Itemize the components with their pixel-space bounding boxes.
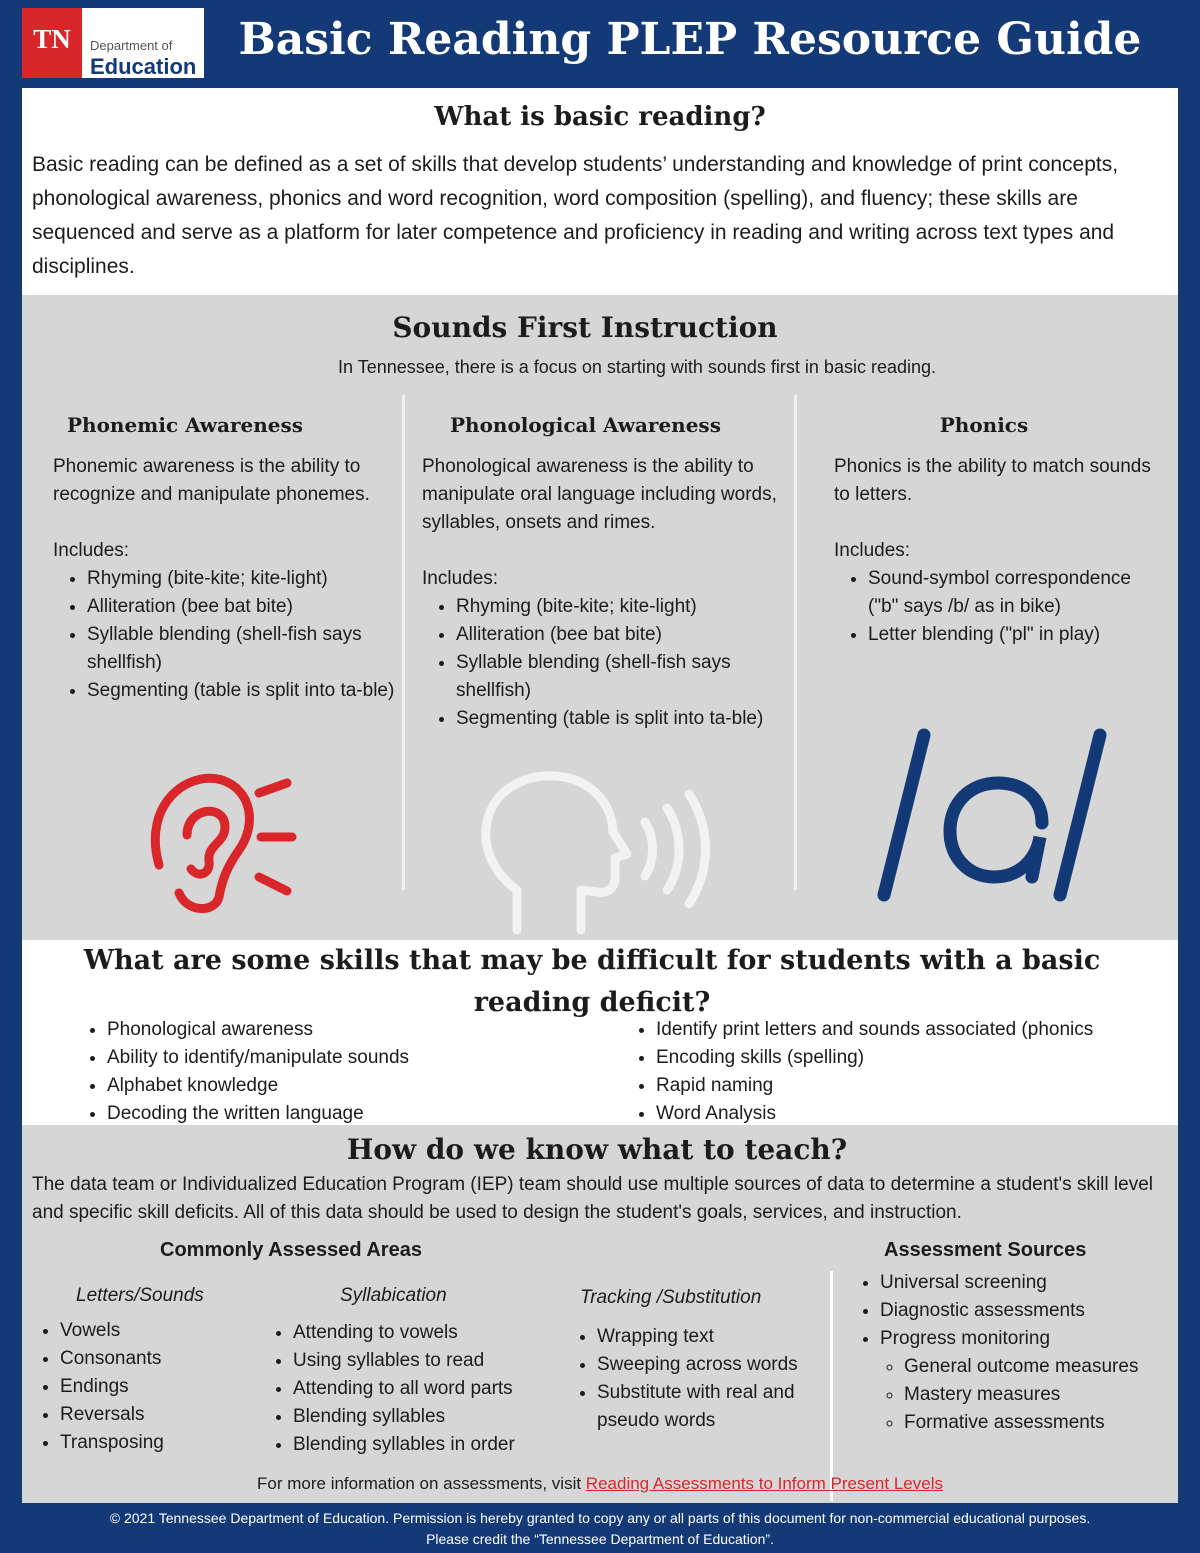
list-item: • Segmenting (table is split into ta-ble)	[87, 677, 403, 705]
list-item: • Decoding the written language	[107, 1100, 409, 1128]
what-to-teach-section	[22, 1125, 1178, 1503]
logo-dept-text: Department of	[90, 38, 173, 53]
list-item: • Substitute with real and pseudo words	[597, 1379, 827, 1435]
list-item: • Using syllables to read	[293, 1347, 515, 1375]
list-item: • Syllable blending (shell-fish says shellfish)	[456, 649, 792, 705]
includes-label: Includes:	[53, 540, 130, 561]
list-item: • Rhyming (bite-kite; kite-light)	[456, 593, 792, 621]
column-definition: Phonics is the ability to match sounds to letters.	[834, 456, 1151, 505]
list-item: • Encoding skills (spelling)	[656, 1044, 1093, 1072]
list-item: • Segmenting (table is split into ta-ble)	[456, 705, 792, 733]
list-item: • Syllable blending (shell-fish says shellfish)	[87, 621, 403, 677]
phonemic-awareness-column	[53, 413, 403, 705]
copyright-notice	[0, 1508, 1200, 1550]
list-item: • Rhyming (bite-kite; kite-light)	[87, 565, 403, 593]
list-item: • Vowels	[60, 1317, 164, 1345]
difficult-skills-right-list	[626, 1016, 1093, 1128]
more-info-text: For more information on assessments, visit	[257, 1474, 586, 1493]
list-item: • Alliteration (bee bat bite)	[456, 621, 792, 649]
list-item: • Consonants	[60, 1345, 164, 1373]
includes-list	[422, 593, 792, 733]
syllabication-list	[265, 1319, 515, 1459]
list-item: ◦ Formative assessments	[904, 1409, 1180, 1437]
tracking-substitution-list	[569, 1323, 827, 1435]
assessed-areas-heading: Commonly Assessed Areas	[160, 1239, 422, 1261]
includes-list	[53, 565, 403, 705]
sounds-first-section	[22, 295, 1178, 940]
page-title: Basic Reading PLEP Resource Guide	[238, 14, 1142, 65]
what-to-teach-heading: How do we know what to teach?	[346, 1133, 848, 1166]
list-item: • Ability to identify/manipulate sounds	[107, 1044, 409, 1072]
phoneme-a-icon	[872, 727, 1112, 902]
page-header	[0, 0, 1200, 88]
group-title: Letters/Sounds	[76, 1285, 204, 1306]
difficult-skills-section	[22, 940, 1178, 1125]
list-item: • Alphabet knowledge	[107, 1072, 409, 1100]
column-definition: Phonemic awareness is the ability to recognize and manipulate phonemes.	[53, 456, 370, 505]
list-item: • Blending syllables in order	[293, 1431, 515, 1459]
more-info-line	[22, 1474, 1178, 1494]
list-item: • Word Analysis	[656, 1100, 1093, 1128]
includes-label: Includes:	[834, 540, 911, 561]
tn-doe-logo	[22, 8, 204, 78]
what-is-heading: What is basic reading?	[434, 102, 766, 132]
list-item: • Wrapping text	[597, 1323, 827, 1351]
list-item: • Sound-symbol correspondence ("b" says /b/ as in bike)	[868, 565, 1154, 621]
list-item: • Alliteration (bee bat bite)	[87, 593, 403, 621]
logo-tn-mark: TN	[22, 8, 82, 78]
ear-icon	[147, 765, 297, 915]
list-item: • Universal screening	[880, 1269, 1180, 1297]
column-divider	[794, 395, 797, 890]
assessment-sources-list	[852, 1269, 1180, 1437]
difficult-skills-heading: What are some skills that may be difficult for students with a basic reading deficit?	[83, 945, 1101, 1018]
list-item: • Phonological awareness	[107, 1016, 409, 1044]
assessment-sources-heading: Assessment Sources	[884, 1239, 1087, 1261]
logo-edu-text: Education	[90, 54, 197, 79]
reading-assessments-link[interactable]: Reading Assessments to Inform Present Levels	[585, 1474, 943, 1493]
difficult-skills-left-list	[77, 1016, 409, 1128]
group-title: Syllabication	[340, 1285, 447, 1306]
sounds-first-heading: Sounds First Instruction	[392, 311, 778, 344]
list-item: • Attending to all word parts	[293, 1375, 515, 1403]
list-item: • Sweeping across words	[597, 1351, 827, 1379]
list-item: ◦ Mastery measures	[904, 1381, 1180, 1409]
list-item: • Reversals	[60, 1401, 164, 1429]
list-item: • Attending to vowels	[293, 1319, 515, 1347]
list-item: • Blending syllables	[293, 1403, 515, 1431]
phonological-awareness-column	[422, 413, 792, 733]
copyright-line: Please credit the “Tennessee Department of Education”.	[426, 1531, 774, 1547]
list-item: • Transposing	[60, 1429, 164, 1457]
list-item: • Diagnostic assessments	[880, 1297, 1180, 1325]
what-is-body: Basic reading can be defined as a set of skills that develop students’ understanding and knowledge of print concepts, phonological awareness, phonics and word recognition, word composition (spelling), and fluency; these skills are sequenced and serve as a platform for later competence and proficiency in reading and writing across text types and disciplines.	[32, 153, 1119, 278]
list-item: ◦ General outcome measures	[904, 1353, 1180, 1381]
list-item: • Rapid naming	[656, 1072, 1093, 1100]
list-item: • Endings	[60, 1373, 164, 1401]
list-item	[880, 1325, 1180, 1437]
what-is-section	[22, 88, 1178, 295]
list-item: • Identify print letters and sounds associated (phonics	[656, 1016, 1093, 1044]
list-item: • Letter blending ("pl" in play)	[868, 621, 1154, 649]
copyright-line: © 2021 Tennessee Department of Education. Permission is hereby granted to copy any or all parts of this document for non-commercial educational purposes.	[109, 1510, 1091, 1526]
column-definition: Phonological awareness is the ability to manipulate oral language including words, syllables, onsets and rimes.	[422, 456, 777, 533]
list-item-label: Progress monitoring	[880, 1328, 1051, 1349]
sources-divider	[830, 1271, 833, 1501]
letters-sounds-list	[32, 1317, 164, 1457]
speaking-head-icon	[477, 770, 717, 935]
progress-monitoring-sublist	[880, 1353, 1180, 1437]
column-title: Phonemic Awareness	[67, 413, 304, 437]
what-to-teach-intro: The data team or Individualized Education Program (IEP) team should use multiple sources of data to determine a student's skill level and specific skill deficits. All of this data should be used to design the student's goals, services, and instruction.	[32, 1174, 1153, 1223]
phonics-column	[834, 413, 1154, 649]
includes-label: Includes:	[422, 568, 499, 589]
includes-list	[834, 565, 1154, 649]
sounds-first-subtitle: In Tennessee, there is a focus on starting with sounds first in basic reading.	[338, 357, 936, 377]
column-title: Phonics	[939, 413, 1029, 437]
column-title: Phonological Awareness	[450, 413, 721, 437]
group-title: Tracking /Substitution	[580, 1287, 762, 1308]
